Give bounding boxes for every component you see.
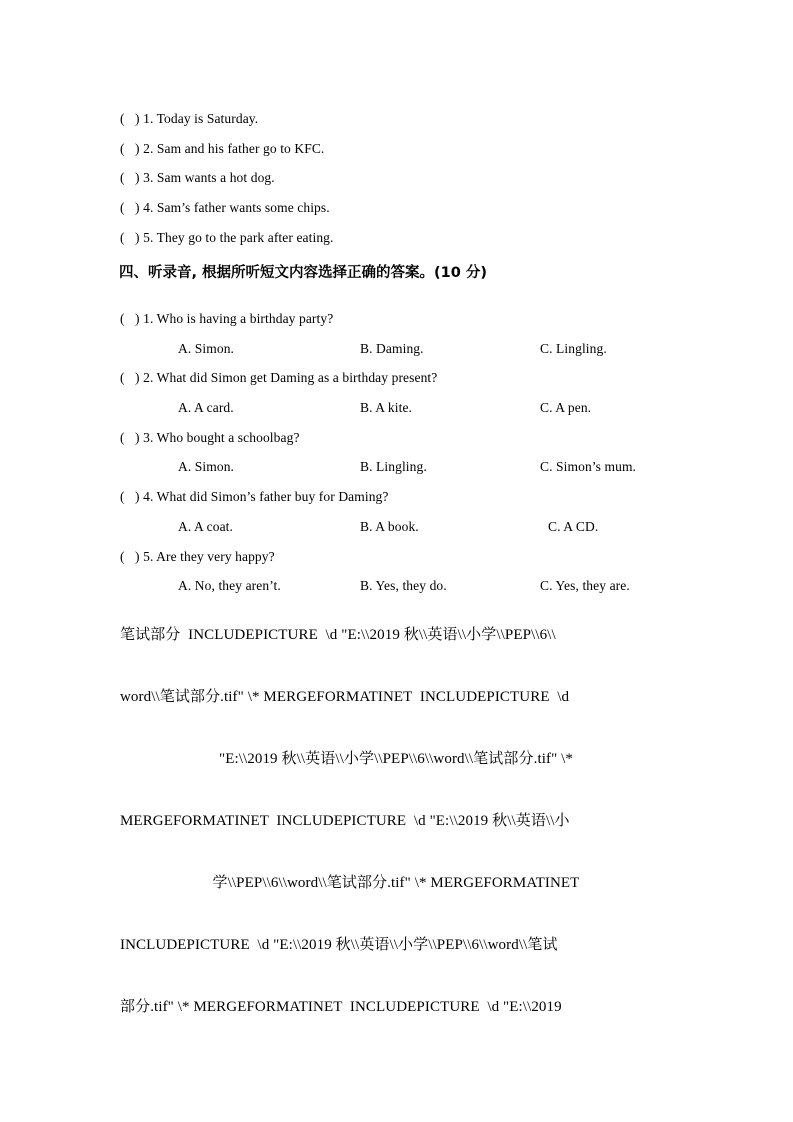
field-code-block	[120, 604, 672, 1038]
option-b[interactable]: B. A book.	[360, 518, 419, 534]
field-code-line: INCLUDEPICTURE \d "E:\\2019 秋\\英语\\小学\\PEP\\6\\word\\笔试	[120, 937, 558, 953]
true-false-item: ( ) 4. Sam’s father wants some chips.	[120, 200, 330, 216]
option-a[interactable]: A. Simon.	[178, 340, 235, 356]
true-false-item: ( ) 5. They go to the park after eating.	[120, 229, 334, 245]
option-c[interactable]: C. Yes, they are.	[540, 578, 630, 594]
option-c[interactable]: C. Simon’s mum.	[540, 459, 637, 475]
option-a[interactable]: A. A card.	[178, 400, 234, 416]
question-options	[120, 393, 720, 423]
question-prompt: ( ) 3. Who bought a schoolbag?	[120, 429, 300, 445]
field-code-line: MERGEFORMATINET INCLUDEPICTURE \d "E:\\2019 秋\\英语\\小	[120, 813, 570, 829]
question-options	[120, 512, 720, 542]
option-b[interactable]: B. Yes, they do.	[360, 578, 447, 594]
question-options	[120, 334, 720, 364]
field-code-line: 笔试部分 INCLUDEPICTURE \d "E:\\2019 秋\\英语\\小学\\PEP\\6\\	[120, 627, 556, 643]
question-options	[120, 571, 720, 601]
field-code-line: 学\\PEP\\6\\word\\笔试部分.tif" \* MERGEFORMATINET	[212, 875, 580, 891]
true-false-item: ( ) 2. Sam and his father go to KFC.	[120, 140, 325, 156]
question-prompt: ( ) 2. What did Simon get Daming as a birthday present?	[120, 370, 438, 386]
field-code-line: 部分.tif" \* MERGEFORMATINET INCLUDEPICTURE \d "E:\\2019	[120, 999, 562, 1015]
true-false-item: ( ) 1. Today is Saturday.	[120, 111, 259, 126]
true-false-section	[120, 104, 680, 253]
option-b[interactable]: B. A kite.	[360, 400, 413, 416]
question-prompt: ( ) 5. Are they very happy?	[120, 548, 275, 564]
question-prompt: ( ) 4. What did Simon’s father buy for Daming?	[120, 489, 389, 505]
option-b[interactable]: B. Lingling.	[360, 459, 427, 475]
field-code-line: "E:\\2019 秋\\英语\\小学\\PEP\\6\\word\\笔试部分.tif" \*	[218, 751, 574, 767]
question-prompt: ( ) 1. Who is having a birthday party?	[120, 311, 334, 326]
option-a[interactable]: A. Simon.	[178, 459, 235, 475]
option-a[interactable]: A. A coat.	[178, 518, 233, 534]
multiple-choice-section	[120, 304, 720, 601]
option-c[interactable]: C. A pen.	[540, 400, 592, 416]
option-c[interactable]: C. A CD.	[548, 518, 599, 534]
true-false-item: ( ) 3. Sam wants a hot dog.	[120, 170, 275, 186]
option-b[interactable]: B. Daming.	[360, 340, 424, 356]
field-code-line: word\\笔试部分.tif" \* MERGEFORMATINET INCLUDEPICTURE \d	[120, 689, 570, 705]
option-c[interactable]: C. Lingling.	[540, 340, 607, 356]
option-a[interactable]: A. No, they aren’t.	[178, 578, 281, 594]
question-options	[120, 452, 720, 482]
section-heading: 四、听录音, 根据所听短文内容选择正确的答案。(10 分)	[119, 265, 488, 281]
